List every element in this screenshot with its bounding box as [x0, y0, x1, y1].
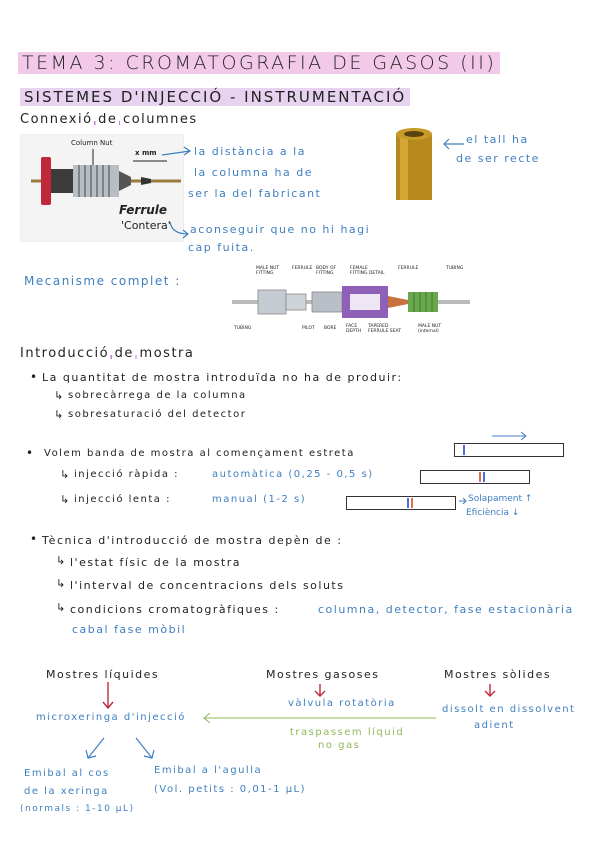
bullet-3c-value: columna, detector, fase estacionària: [318, 603, 574, 616]
arrow-icon: [168, 220, 192, 240]
subarrow-icon: ↳: [56, 577, 66, 590]
bullet-icon: •: [30, 532, 38, 546]
bullet-3a: l'estat físic de la mostra: [70, 556, 241, 569]
down-right-arrow-icon: [130, 734, 160, 764]
label-bore: BORE: [324, 326, 337, 331]
arrow-icon: [458, 496, 468, 506]
band-mark: [411, 498, 413, 508]
fitting-diagram: [232, 262, 470, 340]
flow-transfer-1: traspassem líquid: [290, 727, 405, 738]
efficiency-note: Eficiència ↓: [466, 508, 520, 518]
column-nut-label: Column Nut: [71, 139, 113, 147]
label-face-depth: FACE DEPTH: [346, 324, 362, 334]
sample-band-bar: [454, 443, 564, 457]
down-arrow-icon: [482, 682, 498, 700]
subarrow-icon: ↳: [60, 468, 70, 481]
label-male-nut-fitting: MALE NUT FITTING: [256, 266, 280, 276]
bullet-2a-value: automàtica (0,25 - 0,5 s): [212, 469, 374, 480]
note-distance-2: la columna ha de: [194, 166, 313, 179]
note-distance-3: ser la del fabricant: [188, 187, 322, 200]
page-subtitle: SISTEMES D'INJECCIÓ - INSTRUMENTACIÓ: [20, 88, 410, 106]
xmm-label: x mm: [135, 149, 157, 157]
contera-label: 'Contera': [121, 219, 171, 232]
label-tubing-left: TUBING: [234, 326, 252, 331]
bullet-3: Tècnica d'introducció de mostra depèn de :: [42, 534, 343, 547]
bullet-1: La quantitat de mostra introduïda no ha de produir:: [42, 371, 403, 384]
bullet-2b-label: injecció lenta :: [74, 494, 171, 505]
bullet-1a: sobrecàrrega de la columna: [68, 390, 247, 401]
flow-gas: Mostres gasoses: [266, 668, 380, 681]
slow-injection-bar: [346, 496, 456, 510]
label-female-fitting-detail: FEMALE FITTING DETAIL: [350, 266, 385, 276]
flow-needle-1: Emibal a l'agulla: [154, 765, 263, 776]
flow-load-3: (normals : 1-10 µL): [20, 804, 135, 814]
flow-transfer-2: no gas: [318, 740, 361, 751]
flow-liquid: Mostres líquides: [46, 668, 160, 681]
section-heading-introduccio: Introducció de mostra: [20, 346, 195, 361]
page-title: TEMA 3: CROMATOGRAFIA DE GASOS (II): [18, 52, 500, 74]
bullet-2b-value: manual (1-2 s): [212, 494, 307, 505]
bullet-3c-label: condicions cromatogràfiques :: [70, 603, 280, 616]
bullet-icon: •: [26, 446, 34, 460]
flow-dissolve-2: adient: [474, 720, 515, 731]
band-mark: [407, 498, 409, 508]
label-male-nut-internal: MALE NUT (internal): [418, 324, 442, 334]
bullet-icon: •: [30, 370, 38, 384]
flow-dissolve-1: dissolt en dissolvent: [442, 704, 576, 715]
flow-microsyringe: microxeringa d'injecció: [36, 712, 186, 723]
band-mark: [483, 472, 485, 482]
note-tall-2: de ser recte: [456, 152, 540, 165]
label-ferrule-2: FERRULE: [398, 266, 419, 271]
down-arrow-icon: [100, 680, 116, 712]
fast-injection-bar: [420, 470, 530, 484]
subarrow-icon: ↳: [56, 554, 66, 567]
flow-solid: Mostres sòlides: [444, 668, 552, 681]
note-prevent-2: cap fuita.: [188, 241, 255, 254]
flow-valve: vàlvula rotatòria: [288, 698, 396, 709]
label-pilot: PILOT: [302, 326, 315, 331]
direction-arrow-icon: [490, 430, 530, 442]
bullet-1b: sobresaturació del detector: [68, 409, 247, 420]
flow-load-2: de la xeringa: [24, 786, 109, 797]
bullet-3b: l'interval de concentracions dels soluts: [70, 579, 345, 592]
note-distance-1: la distància a la: [194, 145, 306, 158]
label-tapered-seat: TAPERED FERRULE SEAT: [368, 324, 401, 334]
section-heading-connexio: Connexió de columnes: [20, 112, 198, 127]
band-mark: [463, 445, 465, 455]
band-mark: [479, 472, 481, 482]
subarrow-icon: ↳: [54, 408, 64, 421]
note-tall-1: el tall ha: [466, 133, 529, 146]
label-tubing-right: TUBING: [446, 266, 464, 271]
subarrow-icon: ↳: [56, 601, 66, 614]
subarrow-icon: ↳: [54, 389, 64, 402]
left-arrow-icon: [200, 712, 438, 724]
overlap-note: Solapament ↑: [468, 494, 533, 504]
label-body-of-fitting: BODY OF FITTING: [316, 266, 337, 276]
note-prevent-1: aconseguir que no hi hagi: [190, 223, 371, 236]
label-ferrule: FERRULE: [292, 266, 313, 271]
ferrule-label: Ferrule: [119, 203, 168, 217]
arrow-icon: [440, 136, 466, 152]
flow-load-1: Emibal al cos: [24, 768, 110, 779]
mecanisme-label: Mecanisme complet :: [24, 274, 181, 288]
flow-needle-2: (Vol. petits : 0,01-1 µL): [154, 784, 307, 795]
column-tube-image: [392, 126, 440, 204]
arrow-icon: [160, 145, 194, 161]
subarrow-icon: ↳: [60, 493, 70, 506]
bullet-3c-value-2: cabal fase mòbil: [72, 623, 187, 636]
down-left-arrow-icon: [80, 734, 110, 764]
bullet-2a-label: injecció ràpida :: [74, 469, 180, 480]
bullet-2: Volem banda de mostra al començament estreta: [44, 448, 355, 459]
